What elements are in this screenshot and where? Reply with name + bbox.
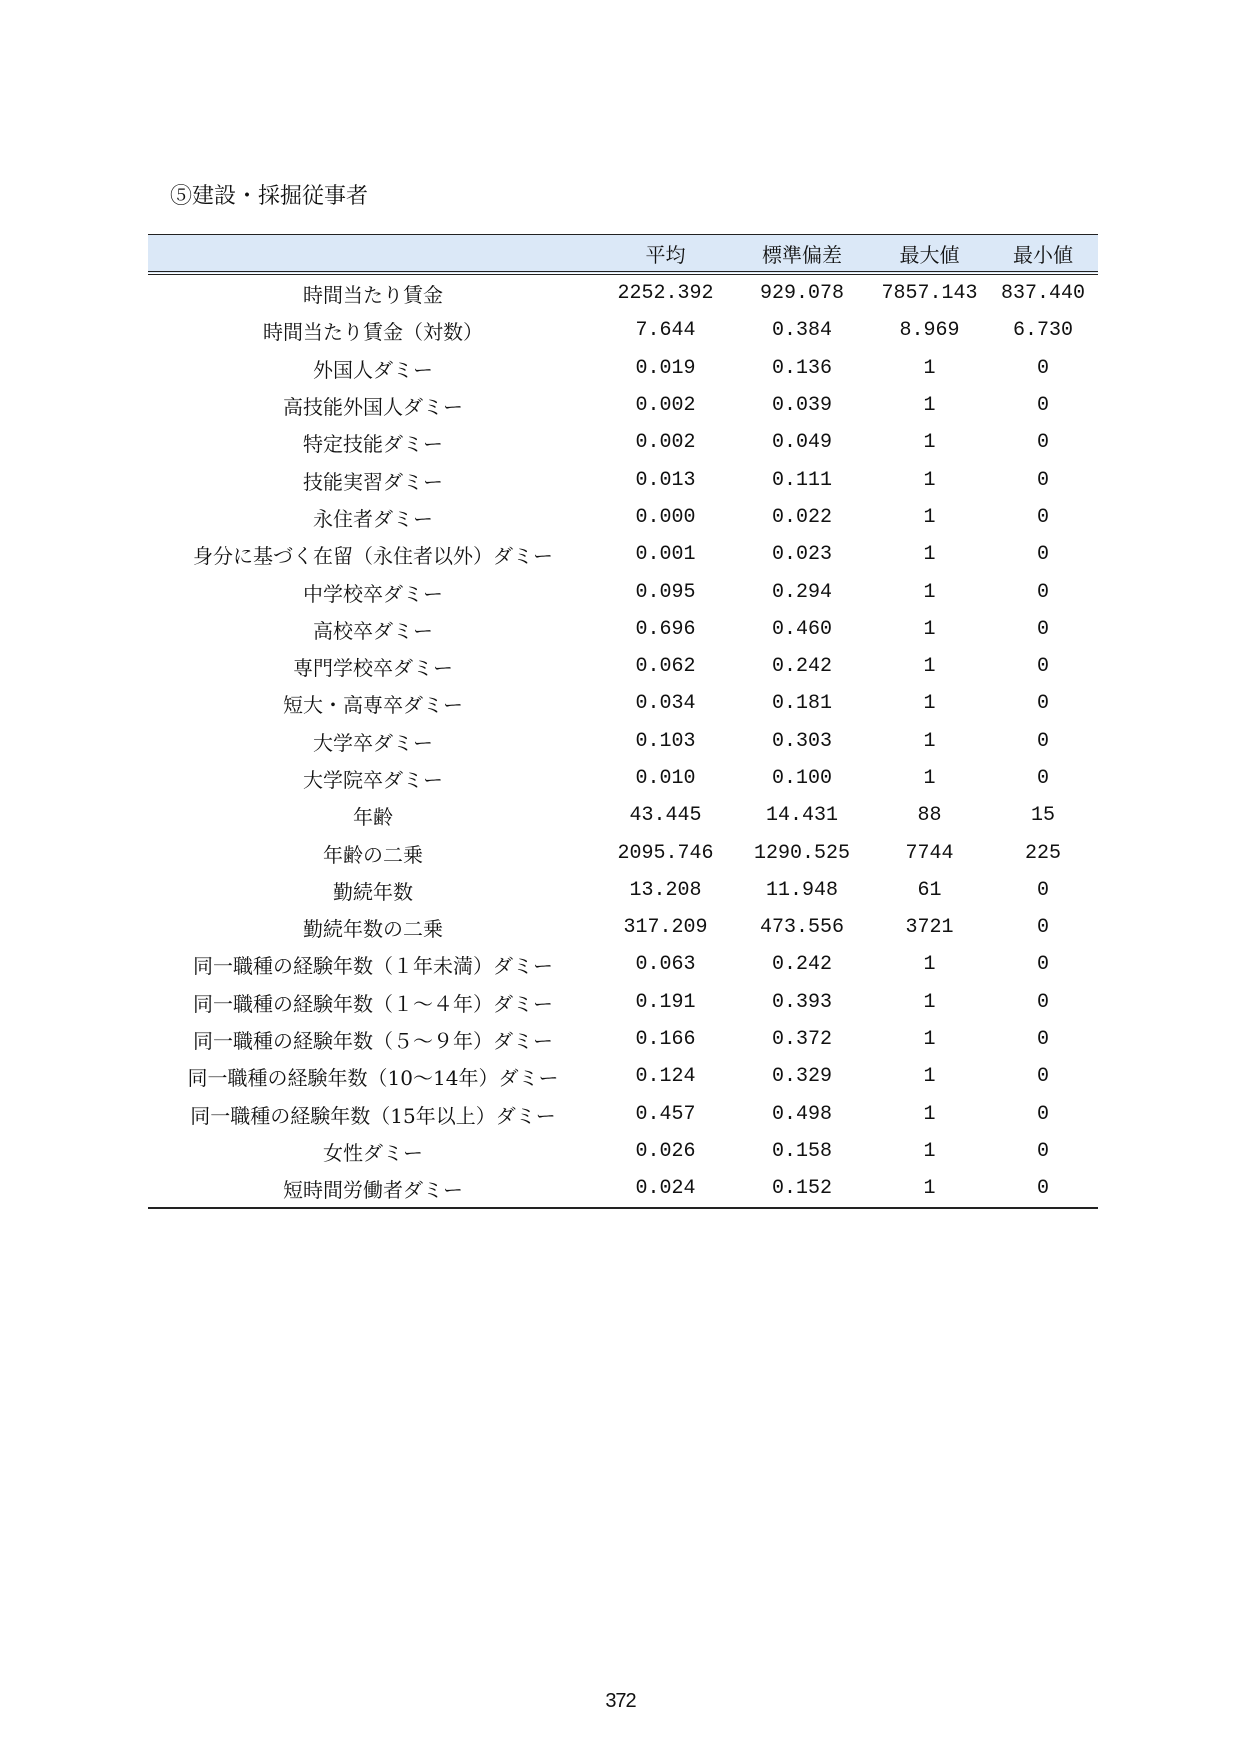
mean-value: 0.166 xyxy=(635,1028,696,1052)
min-value: 0 xyxy=(1036,431,1049,455)
std-dev-value: 0.023 xyxy=(771,543,832,567)
header-row xyxy=(148,235,1098,274)
std-dev-value: 0.049 xyxy=(771,431,832,455)
std-dev-value: 0.242 xyxy=(771,655,832,679)
mean-value: 0.002 xyxy=(635,431,696,455)
header-cell-std-dev: 標準偏差 xyxy=(733,235,871,274)
max-value: 61 xyxy=(917,878,942,902)
min-value: 0 xyxy=(1036,990,1049,1014)
variable-label: 女性ダミー xyxy=(323,1140,423,1165)
max-value: 1 xyxy=(923,953,936,977)
max-value: 1 xyxy=(923,1102,936,1126)
variable-label: 同一職種の経験年数（１年未満）ダミー xyxy=(193,954,553,979)
max-value: 1 xyxy=(923,692,936,716)
variable-label: 外国人ダミー xyxy=(313,357,433,382)
max-value: 1 xyxy=(923,1139,936,1163)
max-value: 1 xyxy=(923,655,936,679)
mean-value: 0.696 xyxy=(635,617,696,641)
variable-label: 大学院卒ダミー xyxy=(303,768,443,792)
variable-label: 大学卒ダミー xyxy=(313,730,433,755)
min-value: 0 xyxy=(1036,692,1049,716)
std-dev-value: 0.022 xyxy=(771,505,832,529)
table-row xyxy=(148,834,1098,871)
max-value: 1 xyxy=(923,617,936,641)
std-dev-value: 0.152 xyxy=(733,1170,871,1208)
variable-label: 高校卒ダミー xyxy=(313,618,433,643)
min-value: 0 xyxy=(1036,394,1049,418)
max-value: 1 xyxy=(923,580,936,604)
max-value: 1 xyxy=(923,394,936,418)
variable-label: 勤続年数 xyxy=(333,879,413,904)
std-dev-value: 0.294 xyxy=(771,580,832,604)
variable-label: 技能実習ダミー xyxy=(303,469,443,494)
mean-value: 0.095 xyxy=(635,580,696,604)
variable-label: 中学校卒ダミー xyxy=(303,581,443,606)
table-row xyxy=(148,312,1098,349)
min-value: 6.730 xyxy=(1012,319,1073,343)
std-dev-value: 0.158 xyxy=(771,1139,832,1163)
table-row xyxy=(148,685,1098,722)
table-row xyxy=(148,909,1098,946)
mean-value: 0.013 xyxy=(635,468,696,492)
table-row xyxy=(148,1021,1098,1058)
max-value: 1 xyxy=(923,356,936,380)
std-dev-value: 0.136 xyxy=(771,356,832,380)
max-value: 1 xyxy=(923,767,936,790)
table-row xyxy=(148,1096,1098,1133)
variable-label: 時間当たり賃金（対数） xyxy=(263,320,483,345)
min-value: 837.440 xyxy=(1000,282,1085,306)
header-cell-mean: 平均 xyxy=(598,235,733,274)
std-dev-value: 11.948 xyxy=(765,878,838,902)
table-row xyxy=(148,461,1098,498)
std-dev-value: 0.242 xyxy=(771,953,832,977)
min-value: 0 xyxy=(1036,1102,1049,1126)
variable-label: 勤続年数の二乗 xyxy=(303,917,443,942)
mean-value: 0.191 xyxy=(635,990,696,1014)
std-dev-value: 0.111 xyxy=(771,468,832,492)
table-row xyxy=(148,1058,1098,1095)
max-value: 1 xyxy=(871,1170,988,1208)
mean-value: 2095.746 xyxy=(617,841,714,865)
mean-value: 13.208 xyxy=(629,878,702,902)
variable-label: 同一職種の経験年数（10～14年）ダミー xyxy=(187,1066,559,1091)
mean-value: 0.024 xyxy=(598,1170,733,1208)
table-row xyxy=(148,1170,1098,1208)
min-value: 0 xyxy=(1036,356,1049,380)
variable-label: 同一職種の経験年数（15年以上）ダミー xyxy=(190,1103,556,1128)
std-dev-value: 0.372 xyxy=(771,1028,832,1052)
variable-label: 年齢の二乗 xyxy=(323,842,423,867)
mean-value: 0.062 xyxy=(635,655,696,679)
mean-value: 0.010 xyxy=(635,767,696,790)
max-value: 1 xyxy=(923,468,936,492)
min-value: 0 xyxy=(1036,1065,1049,1089)
mean-value: 2252.392 xyxy=(617,282,714,306)
min-value: 0 xyxy=(1036,729,1049,753)
header-cell-label xyxy=(148,235,598,274)
section-title: ⑤建設・採掘従事者 xyxy=(170,184,369,209)
min-value: 0 xyxy=(1036,1139,1049,1163)
std-dev-value: 1290.525 xyxy=(753,841,850,865)
std-dev-value: 0.039 xyxy=(771,394,832,418)
mean-value: 7.644 xyxy=(635,319,696,343)
table-row xyxy=(148,946,1098,983)
min-value: 0 xyxy=(1036,1028,1049,1052)
mean-value: 0.103 xyxy=(635,729,696,753)
max-value: 8.969 xyxy=(899,319,960,343)
variable-label: 短大・高専卒ダミー xyxy=(283,693,463,718)
min-value: 0 xyxy=(1036,468,1049,492)
max-value: 1 xyxy=(923,431,936,455)
std-dev-value: 929.078 xyxy=(759,282,844,306)
table-row xyxy=(148,984,1098,1021)
max-value: 7744 xyxy=(905,841,954,865)
table-row xyxy=(148,387,1098,424)
mean-value: 0.063 xyxy=(635,953,696,977)
descriptive-statistics-table xyxy=(148,234,1098,1209)
std-dev-value: 0.384 xyxy=(771,319,832,343)
variable-label: 専門学校卒ダミー xyxy=(293,656,453,681)
std-dev-value: 0.303 xyxy=(771,729,832,753)
mean-value: 0.001 xyxy=(635,543,696,567)
header-cell-max: 最大値 xyxy=(871,235,988,274)
min-value: 0 xyxy=(1036,655,1049,679)
table-row xyxy=(148,273,1098,312)
variable-label: 同一職種の経験年数（５～９年）ダミー xyxy=(193,1029,553,1054)
table-header xyxy=(148,235,1098,274)
std-dev-value: 0.329 xyxy=(771,1065,832,1089)
table-row xyxy=(148,499,1098,536)
variable-label: 永住者ダミー xyxy=(313,506,433,531)
mean-value: 43.445 xyxy=(629,804,702,828)
table-row xyxy=(148,872,1098,909)
std-dev-value: 14.431 xyxy=(765,804,838,828)
table-row xyxy=(148,797,1098,834)
variable-label: 身分に基づく在留（永住者以外）ダミー xyxy=(193,544,553,569)
std-dev-value: 473.556 xyxy=(759,916,844,940)
table-row xyxy=(148,424,1098,461)
mean-value: 0.000 xyxy=(635,505,696,529)
mean-value: 0.034 xyxy=(635,692,696,716)
max-value: 1 xyxy=(923,990,936,1014)
min-value: 0 xyxy=(988,1170,1098,1208)
max-value: 1 xyxy=(923,1065,936,1089)
mean-value: 0.457 xyxy=(635,1102,696,1126)
max-value: 7857.143 xyxy=(881,282,978,306)
mean-value: 317.209 xyxy=(623,916,708,940)
table-row xyxy=(148,350,1098,387)
table-row xyxy=(148,760,1098,797)
variable-label: 同一職種の経験年数（１～４年）ダミー xyxy=(193,991,553,1016)
max-value: 1 xyxy=(923,543,936,567)
min-value: 0 xyxy=(1036,580,1049,604)
table-row xyxy=(148,648,1098,685)
max-value: 1 xyxy=(923,505,936,529)
variable-label: 短時間労働者ダミー xyxy=(148,1170,598,1208)
variable-label: 特定技能ダミー xyxy=(303,432,443,457)
variable-label: 高技能外国人ダミー xyxy=(283,395,463,420)
min-value: 225 xyxy=(1024,841,1061,865)
std-dev-value: 0.100 xyxy=(771,767,832,790)
header-cell-min: 最小値 xyxy=(988,235,1098,274)
table-row xyxy=(148,1133,1098,1170)
min-value: 0 xyxy=(1036,878,1049,902)
table-row xyxy=(148,536,1098,573)
variable-label: 時間当たり賃金 xyxy=(303,283,443,308)
max-value: 88 xyxy=(917,804,942,828)
std-dev-value: 0.393 xyxy=(771,990,832,1014)
page-number: 372 xyxy=(605,1690,636,1712)
min-value: 0 xyxy=(1036,617,1049,641)
max-value: 1 xyxy=(923,1028,936,1052)
std-dev-value: 0.181 xyxy=(771,692,832,716)
min-value: 0 xyxy=(1036,767,1049,790)
table-row xyxy=(148,573,1098,610)
max-value: 1 xyxy=(923,729,936,753)
table-row xyxy=(148,723,1098,760)
variable-label: 年齢 xyxy=(353,805,393,830)
min-value: 0 xyxy=(1036,953,1049,977)
mean-value: 0.002 xyxy=(635,394,696,418)
max-value: 3721 xyxy=(905,916,954,940)
mean-value: 0.124 xyxy=(635,1065,696,1089)
mean-value: 0.026 xyxy=(635,1139,696,1163)
mean-value: 0.019 xyxy=(635,356,696,380)
std-dev-value: 0.460 xyxy=(771,617,832,641)
table-row xyxy=(148,611,1098,648)
std-dev-value: 0.498 xyxy=(771,1102,832,1126)
min-value: 0 xyxy=(1036,916,1049,940)
min-value: 0 xyxy=(1036,543,1049,567)
table-body xyxy=(148,273,1098,1208)
min-value: 15 xyxy=(1030,804,1055,828)
min-value: 0 xyxy=(1036,505,1049,529)
